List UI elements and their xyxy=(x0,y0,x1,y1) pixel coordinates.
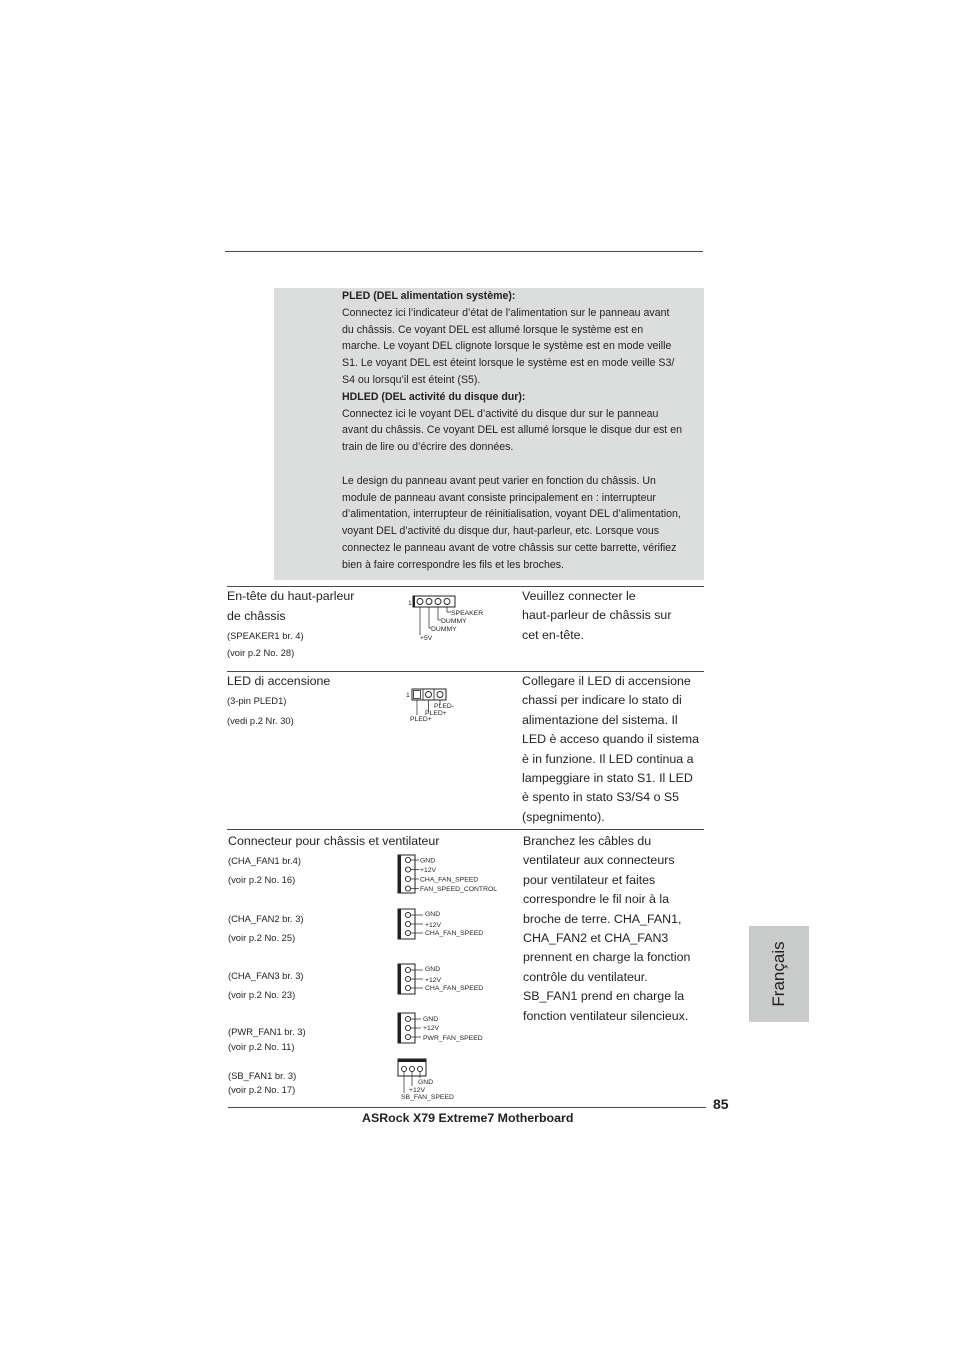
hdled-title: HDLED (DEL activité du disque dur): xyxy=(342,390,526,403)
footer-rule xyxy=(228,1107,706,1108)
pin-label: PLED- xyxy=(434,703,455,710)
panel-line: d’alimentation, interrupteur de réinitialisation, voyant DEL d’alimentation, xyxy=(342,508,681,521)
pin-label: +12V xyxy=(409,1087,426,1094)
pwr-fan1-header-diagram xyxy=(396,1011,496,1045)
fan-page-ref: (voir p.2 No. 23) xyxy=(228,989,296,1000)
pin-label: FAN_SPEED_CONTROL xyxy=(420,886,498,893)
cha-fan3-header-diagram xyxy=(396,962,496,996)
hdled-line: Connectez ici le voyant DEL d’activité du disque dur sur le panneau xyxy=(342,407,659,420)
hdled-line: avant du châssis. Ce voyant DEL est allumé lorsque le disque dur est en xyxy=(342,424,682,437)
top-rule xyxy=(225,251,703,252)
fan-page-ref: (voir p.2 No. 17) xyxy=(228,1084,296,1095)
speaker-title: En-tête du haut-parleur xyxy=(227,589,355,603)
fan-page-ref: (voir p.2 No. 16) xyxy=(228,874,296,885)
fan-pin-count: (SB_FAN1 br. 3) xyxy=(228,1070,297,1081)
pin-label: PLED+ xyxy=(425,710,447,717)
fan-pin-count: (PWR_FAN1 br. 3) xyxy=(228,1026,306,1037)
pin-label: DUMMY xyxy=(431,626,457,633)
led-pin-count: (3-pin PLED1) xyxy=(227,695,287,706)
pled-line: du châssis. Ce voyant DEL est allumé lorsque le système est en xyxy=(342,323,644,336)
pin-label: GND xyxy=(418,1079,434,1086)
sb-fan1-header-diagram xyxy=(396,1057,476,1103)
pin-label: GND xyxy=(425,966,441,973)
speaker-page-ref: (voir p.2 No. 28) xyxy=(227,647,295,658)
cha-fan2-header-diagram xyxy=(396,907,496,941)
pled-line: Connectez ici l’indicateur d’état de l’alimentation sur le panneau avant xyxy=(342,306,670,319)
pin-label: +12V xyxy=(420,867,437,874)
page-number: 85 xyxy=(713,1096,729,1112)
speaker-header-diagram xyxy=(405,592,485,644)
speaker-description: Veuillez connecter le haut-parleur de châssis sur cet en-tête. xyxy=(522,589,672,642)
led-header-diagram xyxy=(404,685,464,723)
footer-title: ASRock X79 Extreme7 Motherboard xyxy=(362,1111,574,1125)
led-description: Collegare il LED di accensione chassi per indicare lo stato di alimentazione del sistema. Il LED è acceso quando il sistema è in funzione. Il LED continua a lampeggiare in stato S1. Il LED è spento in stato S3/S4 o S5 (spegnimento). xyxy=(522,674,700,824)
pin-label: DUMMY xyxy=(441,618,467,625)
pin-label: GND xyxy=(425,911,441,918)
led-page-ref: (vedi p.2 Nr. 30) xyxy=(227,715,294,726)
panel-line: connectez le panneau avant de votre châssis sur cette barrette, vérifiez xyxy=(342,541,677,554)
pin-label: +12V xyxy=(425,922,442,929)
pled-title: PLED (DEL alimentation système): xyxy=(342,290,516,302)
panel-line: module de panneau avant consiste principalement en : interrupteur xyxy=(342,491,656,504)
panel-line: bien à faire correspondre les fils et les broches. xyxy=(342,558,564,571)
pin-label: CHA_FAN_SPEED xyxy=(420,876,479,884)
pin-label: GND xyxy=(420,857,436,865)
pin-label: +12V xyxy=(425,977,442,984)
note-text xyxy=(342,288,704,574)
fans-title: Connecteur pour châssis et ventilateur xyxy=(228,834,440,848)
fan-page-ref: (voir p.2 No. 11) xyxy=(228,1041,295,1052)
pin-label: SB_FAN_SPEED xyxy=(401,1094,454,1101)
pin-one-label: 1 xyxy=(406,692,410,699)
fans-description: Branchez les câbles du ventilateur aux connecteurs pour ventilateur et faites correspondre le fil noir à la broche de terre. CHA_FAN1, CHA_FAN2 et CHA_FAN3 prennent en charge la fonction contrôle du ventilateur. SB_FAN1 prend en charge la fonction ventilateur silencieux. xyxy=(523,834,691,1023)
hdled-line: train de lire ou d’écrire des données. xyxy=(342,441,514,454)
pin-label: CHA_FAN_SPEED xyxy=(425,985,484,992)
led-title: LED di accensione xyxy=(227,674,331,688)
pin-label: PWR_FAN_SPEED xyxy=(423,1035,483,1042)
fan-pin-count: (CHA_FAN3 br. 3) xyxy=(228,970,304,981)
fan-pin-count: (CHA_FAN1 br.4) xyxy=(228,855,301,866)
pled-line: S4 ou lorsqu’il est éteint (S5). xyxy=(342,373,481,386)
pin-label: SPEAKER xyxy=(451,610,484,617)
panel-line: voyant DEL d’activité du disque dur, haut-parleur, etc. Lorsque vous xyxy=(342,525,660,538)
pin-label: CHA_FAN_SPEED xyxy=(425,930,484,937)
pin-label: +5V xyxy=(420,635,433,642)
section-rule xyxy=(227,829,704,830)
pin-label: PLED+ xyxy=(410,716,432,723)
pin-one-label: 1 xyxy=(408,600,412,607)
language-tab xyxy=(749,926,809,1022)
pin-label: GND xyxy=(423,1016,439,1023)
cha-fan1-header-diagram xyxy=(396,853,508,897)
speaker-pin-count: (SPEAKER1 br. 4) xyxy=(227,630,304,641)
fan-page-ref: (voir p.2 No. 25) xyxy=(228,932,296,943)
language-tab-label: Français xyxy=(769,941,788,1007)
panel-line: Le design du panneau avant peut varier en fonction du châssis. Un xyxy=(342,474,656,487)
pin-label: +12V xyxy=(423,1025,440,1032)
pled-line: marche. Le voyant DEL clignote lorsque le système est en mode veille xyxy=(342,340,672,353)
speaker-title-2: de châssis xyxy=(227,609,286,623)
pled-line: S1. Le voyant DEL est éteint lorsque le système est en mode veille S3/ xyxy=(342,357,675,370)
fan-pin-count: (CHA_FAN2 br. 3) xyxy=(228,913,304,924)
